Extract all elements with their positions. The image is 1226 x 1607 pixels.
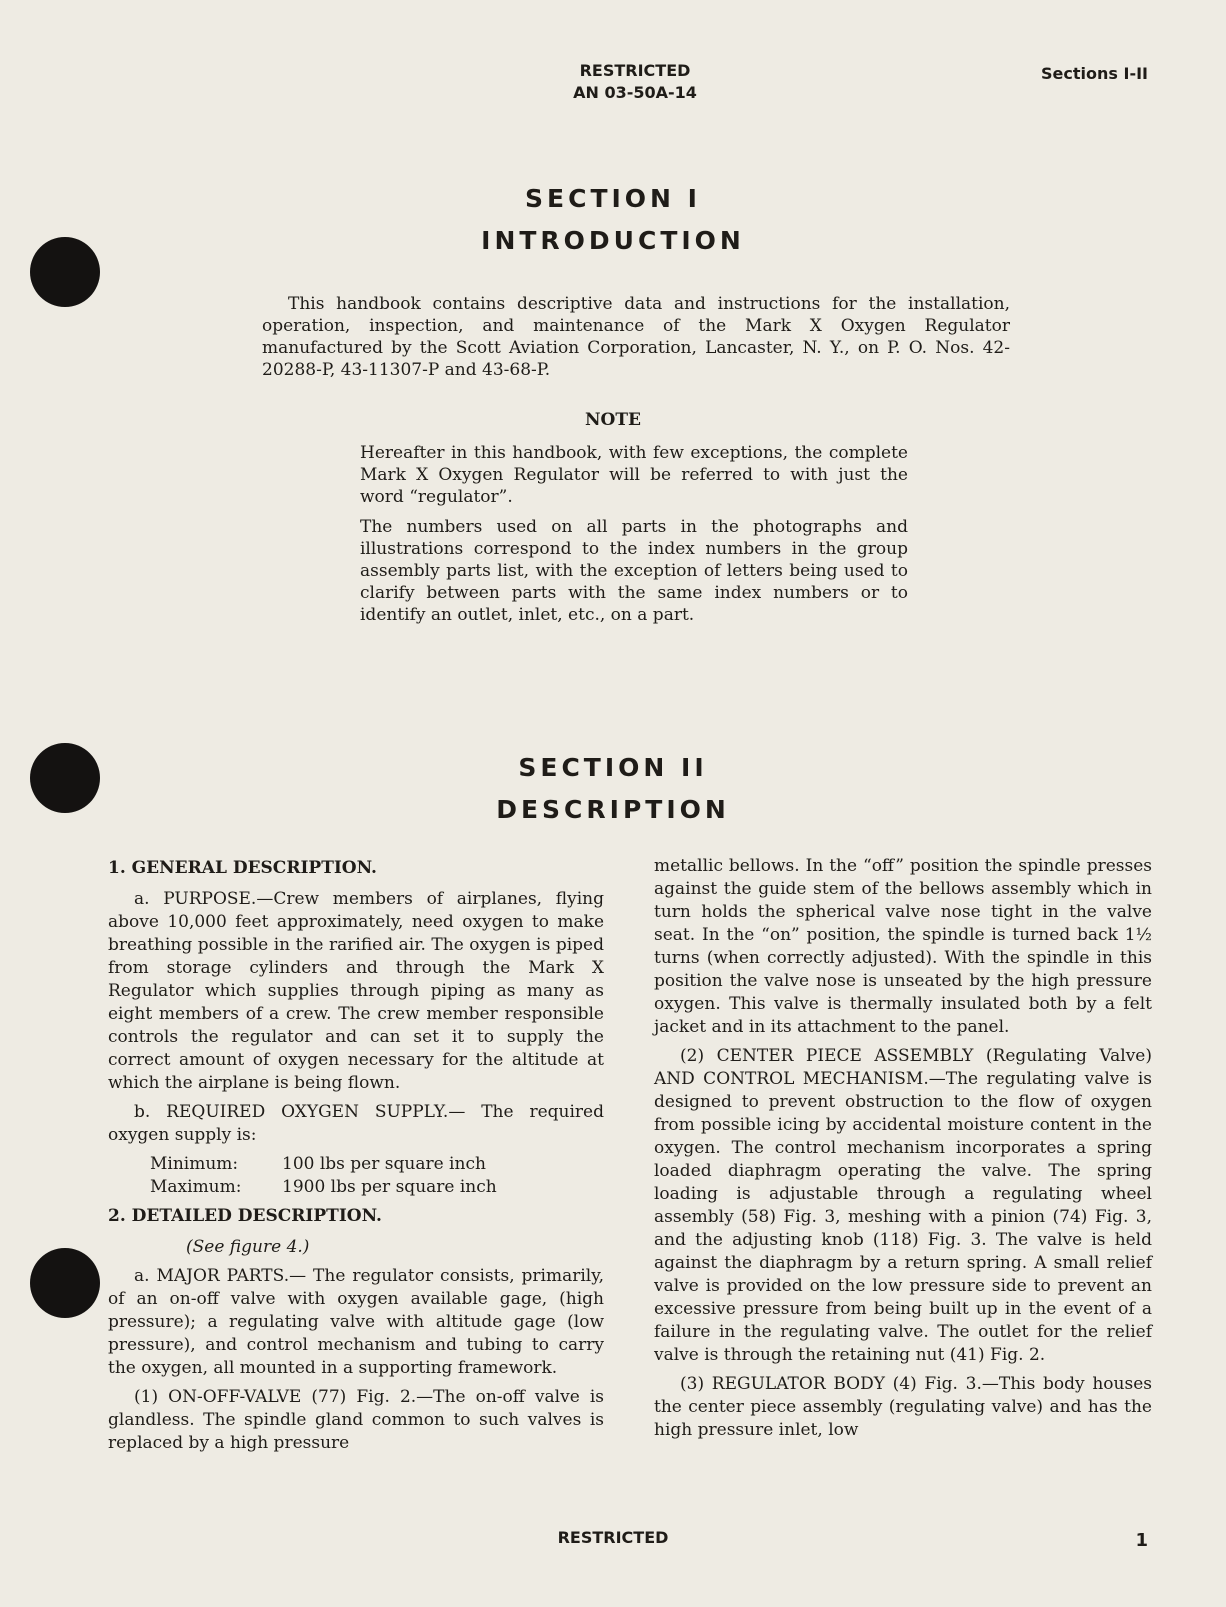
section-2-subtitle: DESCRIPTION: [496, 795, 730, 824]
supply-row: [150, 1176, 604, 1199]
bellows-paragraph: metallic bellows. In the “off” position the spindle presses against the guide stem of the bellows assembly which in turn holds the spherical valve nose tight in the valve seat. In the “on” position, the spindle is turned back 1½ turns (when correctly adjusted). With the spindle in this position the valve nose is unseated by the high pressure oxygen. This valve is thermally insulated both by a felt jacket and in its attachment to the panel.: [654, 856, 1152, 1037]
major-parts-paragraph: a. MAJOR PARTS.— The regulator consists, primarily, of an on-off valve with oxygen available gage, (high pressure); a regulating valve with altitude gage (low pressure), and control mechanism and tubing to carry the oxygen, all mounted in a supporting framework.: [108, 1266, 604, 1378]
see-figure-note: (See figure 4.): [186, 1237, 310, 1257]
note-paragraph-1: Hereafter in this handbook, with few exceptions, the complete Mark X Oxygen Regulator will be referred to with just the word “regulator”.: [360, 443, 908, 507]
purpose-paragraph: a. PURPOSE.—Crew members of airplanes, flying above 10,000 feet approximately, need oxygen to make breathing possible in the rarified air. The oxygen is piped from storage cylinders and through the Mark X Regulator which supplies through piping as many as eight members of a crew. The crew member responsible controls the regulator and can set it to supply the correct amount of oxygen necessary for the altitude at which the airplane is being flown.: [108, 889, 604, 1093]
supply-value: 100 lbs per square inch: [282, 1154, 486, 1174]
intro-paragraph: [262, 293, 1010, 381]
center-piece-paragraph: (2) CENTER PIECE ASSEMBLY (Regulating Valve) AND CONTROL MECHANISM.—The regulating valve is designed to prevent obstruction to the flow of oxygen from possible icing by accidental moisture content in the oxygen. The control mechanism incorporates a spring loaded diaphragm operating the valve. The spring loading is adjustable through a regulating wheel assembly (58) Fig. 3, meshing with a pinion (74) Fig. 3, and the adjusting knob (118) Fig. 3. The valve is held against the diaphragm by a return spring. A small relief valve is provided on the low pressure side to prevent an excessive pressure from being built up in the event of a failure in the regulating valve. The outlet for the relief valve is through the retaining nut (41) Fig. 2.: [654, 1046, 1152, 1365]
section-1-title: SECTION I: [525, 184, 701, 213]
supply-label: Minimum:: [150, 1154, 239, 1174]
supply-row: [150, 1153, 604, 1176]
note-paragraph-2: The numbers used on all parts in the photographs and illustrations correspond to the index numbers in the group assembly parts list, with the exception of letters being used to clarify between parts with the same index numbers or to identify an outlet, inlet, etc., on a part.: [360, 517, 908, 625]
required-supply-paragraph: b. REQUIRED OXYGEN SUPPLY.— The required oxygen supply is:: [108, 1102, 604, 1145]
section-2-title: SECTION II: [518, 753, 708, 782]
page-header: [520, 60, 750, 104]
left-column: [108, 855, 604, 1461]
header-sections: Sections I-II: [1041, 64, 1148, 83]
heading-detailed-description: 2. DETAILED DESCRIPTION.: [108, 1206, 382, 1226]
header-restricted: RESTRICTED: [579, 61, 691, 80]
note-heading: NOTE: [585, 410, 641, 430]
section-1-subtitle: INTRODUCTION: [481, 226, 745, 255]
footer-restricted: RESTRICTED: [557, 1528, 669, 1547]
regulator-body-paragraph: (3) REGULATOR BODY (4) Fig. 3.—This body houses the center piece assembly (regulating valve) and has the high pressure inlet, low: [654, 1374, 1152, 1440]
on-off-valve-paragraph: (1) ON-OFF-VALVE (77) Fig. 2.—The on-off valve is glandless. The spindle gland common to such valves is replaced by a high pressure: [108, 1387, 604, 1453]
note-block: [360, 442, 908, 634]
intro-text: This handbook contains descriptive data and instructions for the installation, operation, inspection, and maintenance of the Mark X Oxygen Regulator manufactured by the Scott Aviation Corporation, Lancaster, N. Y., on P. O. Nos. 42-20288-P, 43-11307-P and 43-68-P.: [262, 294, 1010, 380]
supply-list: [108, 1153, 604, 1199]
right-column: [654, 855, 1152, 1448]
binder-hole: [30, 1248, 100, 1318]
header-doc-number: AN 03-50A-14: [573, 83, 697, 102]
supply-value: 1900 lbs per square inch: [282, 1177, 497, 1197]
page-number: 1: [1135, 1530, 1148, 1551]
heading-general-description: 1. GENERAL DESCRIPTION.: [108, 858, 377, 878]
supply-label: Maximum:: [150, 1177, 242, 1197]
